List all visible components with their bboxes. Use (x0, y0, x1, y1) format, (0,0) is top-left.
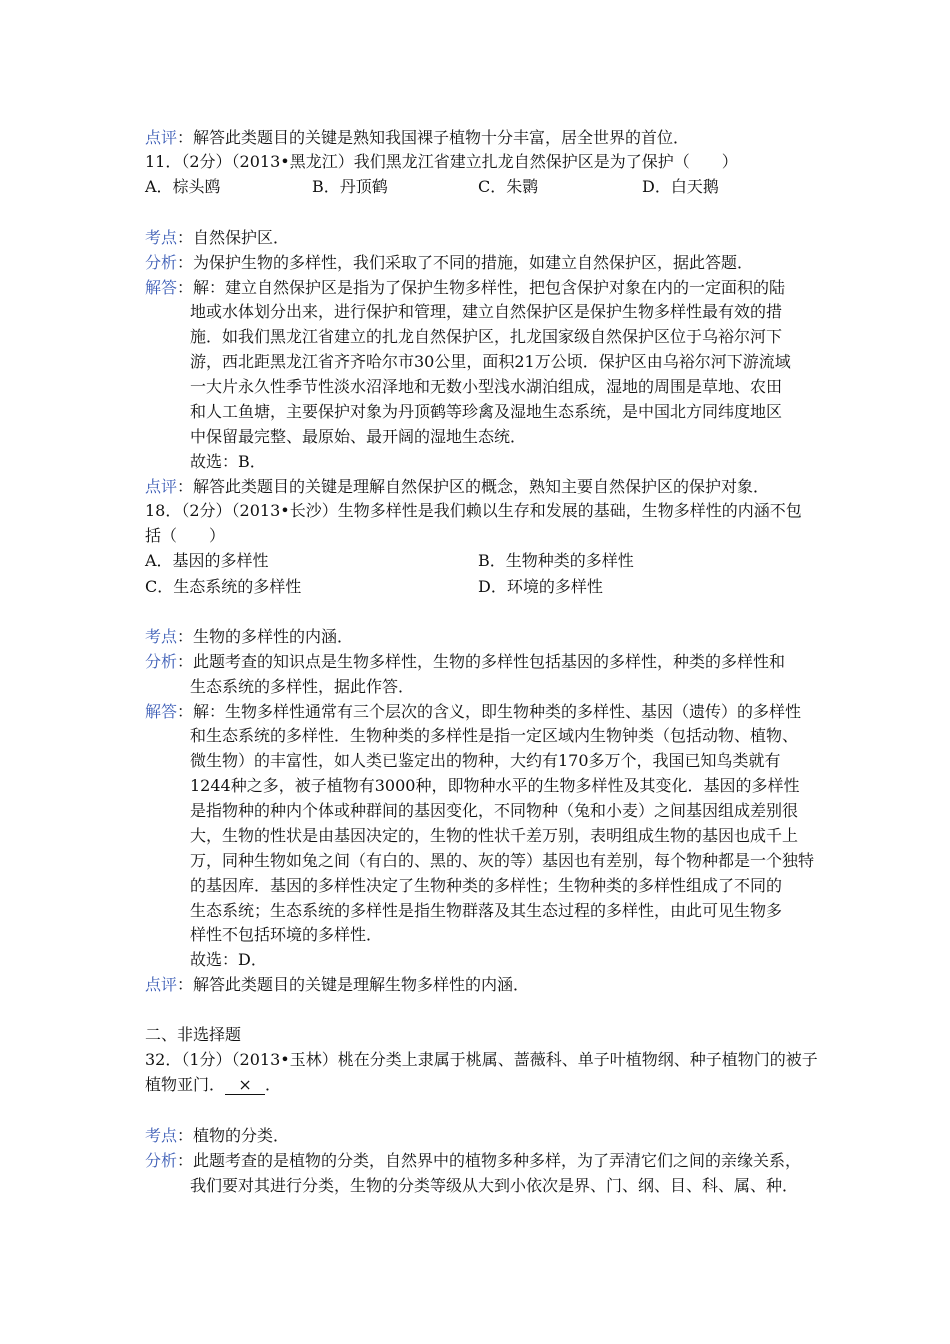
q11-jieda-label-line: 解答：解：建立自然保护区是指为了保护生物多样性，把包含保护对象在内的一定面积的陆 (145, 278, 786, 297)
q11-jieda-line: 中保留最完整、最原始、最开阔的湿地生态统． (190, 427, 527, 446)
question-18-stem: 18．（2分）（2013•长沙）生物多样性是我们赖以生存和发展的基础，生物多样性的内涵不包 (145, 501, 802, 520)
q18-fenxi: 分析：此题考查的知识点是生物多样性，生物的多样性包括基因的多样性，种类的多样性和 (145, 652, 786, 671)
q11-fenxi: 分析：为保护生物的多样性，我们采取了不同的措施，如建立自然保护区，据此答题． (145, 253, 754, 272)
question-18-stem: 括（ ） (145, 526, 226, 545)
q18-fenxi-line: 生态系统的多样性，据此作答． (190, 677, 415, 696)
q18-jieda-line: 是指物种的种内个体或种群间的基因变化，不同物种（兔和小麦）之间基因组成差别很 (190, 801, 799, 820)
q18-jieda-line: 和生态系统的多样性．生物种类的多样性是指一定区域内生物钟类（包括动物、植物、 (190, 726, 799, 745)
q18-jieda-line: 万，同种生物如兔之间（有白的、黑的、灰的等）基因也有差别，每个物种都是一个独特 (190, 851, 815, 870)
q18-option-d: D．环境的多样性 (478, 577, 603, 596)
q32-fenxi: 分析：此题考查的是植物的分类，自然界中的植物多种多样，为了弄清它们之间的亲缘关系， (145, 1151, 802, 1170)
q11-jieda-line: 一大片永久性季节性淡水沼泽地和无数小型浅水湖泊组成，湿地的周围是草地、农田 (190, 377, 783, 396)
q18-option-b: B．生物种类的多样性 (478, 551, 634, 570)
q11-option-b: B．丹顶鹤 (312, 177, 388, 196)
q32-kaodian: 考点：植物的分类． (145, 1126, 290, 1145)
comment-line: 点评：解答此类题目的关键是熟知我国裸子植物十分丰富，居全世界的首位． (145, 128, 690, 147)
q18-jieda-line: 样性不包括环境的多样性． (190, 925, 383, 944)
q11-jieda-line: 施．如我们黑龙江省建立的扎龙自然保护区，扎龙国家级自然保护区位于乌裕尔河下 (190, 327, 783, 346)
question-11-stem: 11．（2分）（2013•黑龙江）我们黑龙江省建立扎龙自然保护区是为了保护（ ） (145, 152, 738, 171)
q18-dianping: 点评：解答此类题目的关键是理解生物多样性的内涵． (145, 975, 530, 994)
q11-option-d: D．白天鹅 (642, 177, 719, 196)
section-title: 二、非选择题 (145, 1025, 242, 1044)
q11-jieda-line: 地或水体划分出来，进行保护和管理，建立自然保护区是保护生物多样性最有效的措 (190, 302, 783, 321)
q11-kaodian: 考点：自然保护区． (145, 228, 290, 247)
comment-text: 解答此类题目的关键是熟知我国裸子植物十分丰富，居全世界的首位． (193, 128, 690, 147)
q18-jieda-line: 微生物）的丰富性，如人类已鉴定出的物种，大约有170多万个，我国已知鸟类就有 (190, 751, 781, 770)
q11-jieda-line: 和人工鱼塘，主要保护对象为丹顶鹤等珍禽及湿地生态系统，是中国北方同纬度地区 (190, 402, 783, 421)
q11-option-c: C．朱鹮 (478, 177, 539, 196)
q11-answer: 故选：B． (190, 452, 266, 471)
q18-kaodian: 考点：生物的多样性的内涵． (145, 627, 354, 646)
q18-jieda-line: 1244种之多，被子植物有3000种，即物种水平的生物多样性及其变化．基因的多样性 (190, 776, 800, 795)
q18-jieda-line: 大，生物的性状是由基因决定的，生物的性状千差万别，表明组成生物的基因也成千上 (190, 826, 799, 845)
q11-jieda-line: 游，西北距黑龙江省齐齐哈尔市30公里，面积21万公顷．保护区由乌裕尔河下游流域 (190, 352, 791, 371)
q32-fenxi-line: 我们要对其进行分类，生物的分类等级从大到小依次是界、门、纲、目、科、属、种． (190, 1176, 799, 1195)
question-32-stem: 32．（1分）（2013•玉林）桃在分类上隶属于桃属、蔷薇科、单子叶植物纲、种子植物门的被子 (145, 1050, 818, 1069)
q18-jieda-line: 生态系统；生态系统的多样性是指生物群落及其生态过程的多样性，由此可见生物多 (190, 901, 783, 920)
q11-option-a: A．棕头鸥 (145, 177, 221, 196)
answer-blank: × (225, 1076, 265, 1095)
comment-label: 点评 (145, 128, 178, 147)
q18-jieda-label-line: 解答：解：生物多样性通常有三个层次的含义，即生物种类的多样性、基因（遗传）的多样性 (145, 702, 802, 721)
q18-option-c: C．生态系统的多样性 (145, 577, 302, 596)
q18-jieda-line: 的基因库．基因的多样性决定了生物种类的多样性；生物种类的多样性组成了不同的 (190, 876, 783, 895)
q18-answer: 故选：D． (190, 950, 267, 969)
question-32-stem-line2: 植物亚门． × ． (145, 1075, 282, 1094)
q11-dianping: 点评：解答此类题目的关键是理解自然保护区的概念，熟知主要自然保护区的保护对象． (145, 477, 770, 496)
q18-option-a: A．基因的多样性 (145, 551, 269, 570)
